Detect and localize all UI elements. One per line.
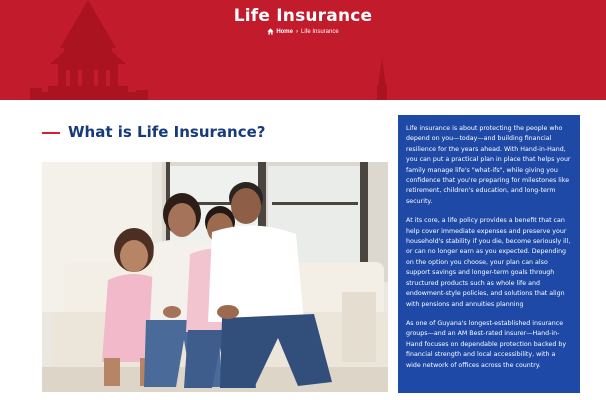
hero-banner — [0, 0, 606, 100]
info-panel — [398, 115, 580, 393]
section-heading: What is Life Insurance? — [68, 123, 266, 141]
breadcrumb-separator: › — [295, 28, 298, 35]
page-title: Life Insurance — [233, 6, 373, 26]
family-photo — [42, 162, 388, 392]
family-photo-illustration — [42, 162, 388, 392]
home-icon[interactable] — [267, 28, 274, 35]
heading-accent-line — [42, 132, 60, 134]
breadcrumb-home-link[interactable]: Home — [276, 28, 293, 35]
panel-paragraph-3: As one of Guyana's longest-established insurance groups—and an AM Best-rated insurer—Hand-in-Hand focuses on dependable protection backed by financial strength and local accessibility, with a wide network of offices across the country. — [406, 319, 567, 369]
breadcrumb — [0, 28, 606, 35]
panel-paragraph-1: Life insurance is about protecting the people who depend on you—today—and building financial resilience for the years ahead. With Hand-in-Hand, you can put a practical plan in place that helps your family manage life's "what-ifs", while giving you confidence that you're preparing for milestones like retirement, children's education, and long-term security. — [406, 125, 571, 205]
panel-paragraph-2: At its core, a life policy provides a benefit that can help cover immediate expenses and preserve your household's stability if you die, become seriously ill, or can no longer earn as you expected. Depending on the option you choose, your plan can also support savings and longer-term goals through structured products such as whole life and endowment-style policies, and solutions that align with pensions and annuities planning — [406, 217, 571, 308]
breadcrumb-current: Life Insurance — [300, 28, 339, 35]
